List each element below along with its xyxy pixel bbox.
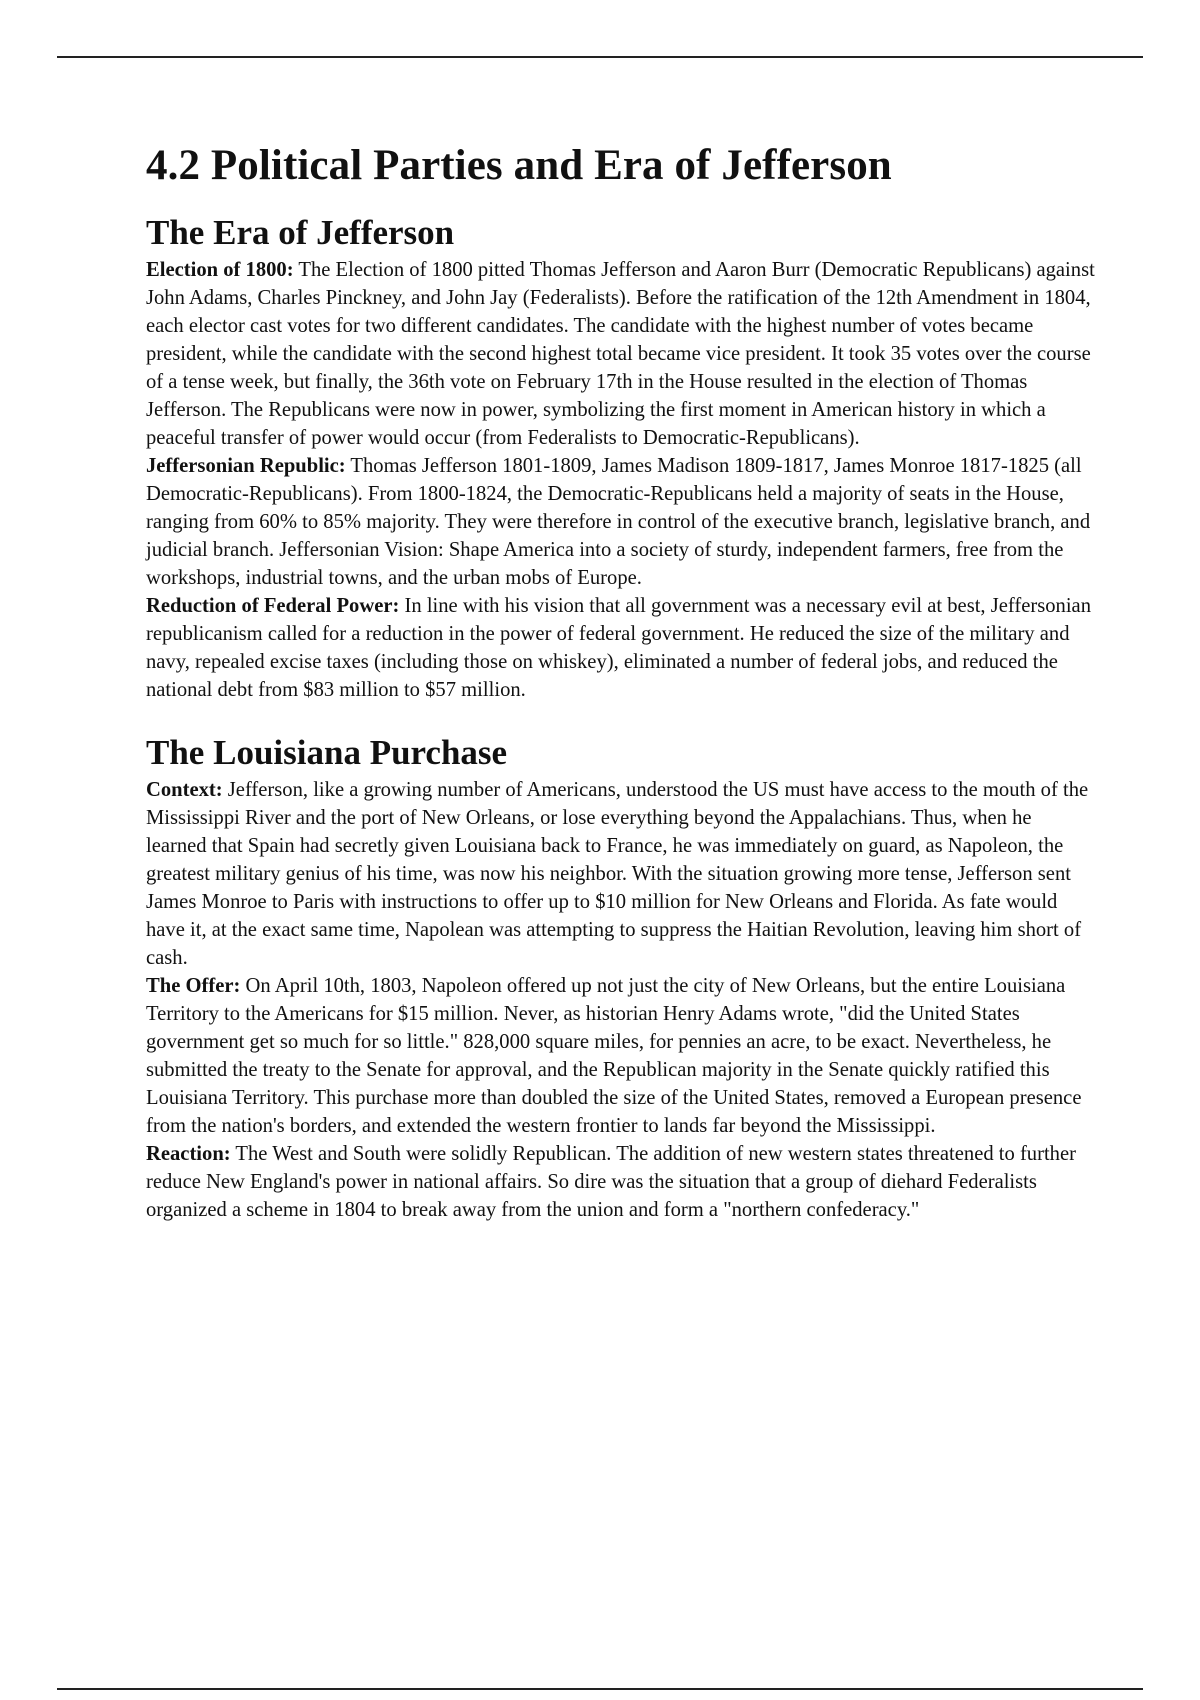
bottom-rule <box>57 1688 1143 1690</box>
section-louisiana-purchase <box>146 776 1096 1224</box>
paragraph-context <box>146 776 1096 972</box>
paragraph-text: Thomas Jefferson 1801-1809, James Madison 1809-1817, James Monroe 1817-1825 (all Democratic-Republicans). From 1800-1824, the Democratic-Republicans held a majority of seats in the House, ranging from 60% to 85% majority. They were therefore in control of the executive branch, legislative branch, and judicial branch. Jeffersonian Vision: Shape America into a society of sturdy, independent farmers, free from the workshops, industrial towns, and the urban mobs of Europe. <box>146 454 1091 589</box>
paragraph-text: On April 10th, 1803, Napoleon offered up not just the city of New Orleans, but the entire Louisiana Territory to the Americans for $15 million. Never, as historian Henry Adams wrote, "did the United States government get so much for so little." 828,000 square miles, for pennies an acre, to be exact. Nevertheless, he submitted the treaty to the Senate for approval, and the Republican majority in the Senate quickly ratified this Louisiana Territory. This purchase more than doubled the size of the United States, removed a European presence from the nation's borders, and extended the western frontier to lands far beyond the Mississippi. <box>146 974 1082 1137</box>
paragraph-reaction <box>146 1140 1096 1224</box>
paragraph-text: The Election of 1800 pitted Thomas Jefferson and Aaron Burr (Democratic Republicans) against John Adams, Charles Pinckney, and John Jay (Federalists). Before the ratification of the 12th Amendment in 1804, each elector cast votes for two different candidates. The candidate with the highest number of votes became president, while the candidate with the second highest total became vice president. It took 35 votes over the course of a tense week, but finally, the 36th vote on February 17th in the House resulted in the election of Thomas Jefferson. The Republicans were now in power, symbolizing the first moment in American history in which a peaceful transfer of power would occur (from Federalists to Democratic-Republicans). <box>146 258 1095 449</box>
paragraph-lead: Reduction of Federal Power: <box>146 594 400 617</box>
section-heading-louisiana-purchase: The Louisiana Purchase <box>146 732 508 772</box>
paragraph-election-of-1800 <box>146 256 1096 452</box>
paragraph-jeffersonian-republic <box>146 452 1096 592</box>
paragraph-lead: Context: <box>146 778 223 801</box>
paragraph-lead: The Offer: <box>146 974 241 997</box>
top-rule <box>57 56 1143 58</box>
section-era-of-jefferson <box>146 256 1096 704</box>
paragraph-lead: Reaction: <box>146 1142 231 1165</box>
paragraph-text: The West and South were solidly Republican. The addition of new western states threatened to further reduce New England's power in national affairs. So dire was the situation that a group of diehard Federalists organized a scheme in 1804 to break away from the union and form a "northern confederacy." <box>146 1142 1076 1221</box>
paragraph-text: In line with his vision that all government was a necessary evil at best, Jeffersonian republicanism called for a reduction in the power of federal government. He reduced the size of the military and navy, repealed excise taxes (including those on whiskey), eliminated a number of federal jobs, and reduced the national debt from $83 million to $57 million. <box>146 594 1091 701</box>
document-body <box>146 140 1096 1224</box>
section-heading-era-of-jefferson: The Era of Jefferson <box>146 212 455 252</box>
paragraph-reduction-of-federal-power <box>146 592 1096 704</box>
paragraph-text: Jefferson, like a growing number of Americans, understood the US must have access to the mouth of the Mississippi River and the port of New Orleans, or lose everything beyond the Appalachians. Thus, when he learned that Spain had secretly given Louisiana back to France, he was immediately on guard, as Napoleon, the greatest military genius of his time, was now his neighbor. With the situation growing more tense, Jefferson sent James Monroe to Paris with instructions to offer up to $10 million for New Orleans and Florida. As fate would have it, at the exact same time, Napolean was attempting to suppress the Haitian Revolution, leaving him short of cash. <box>146 778 1089 969</box>
paragraph-the-offer <box>146 972 1096 1140</box>
page-title: 4.2 Political Parties and Era of Jefferson <box>146 142 892 189</box>
paragraph-lead: Election of 1800: <box>146 258 294 281</box>
paragraph-lead: Jeffersonian Republic: <box>146 454 346 477</box>
